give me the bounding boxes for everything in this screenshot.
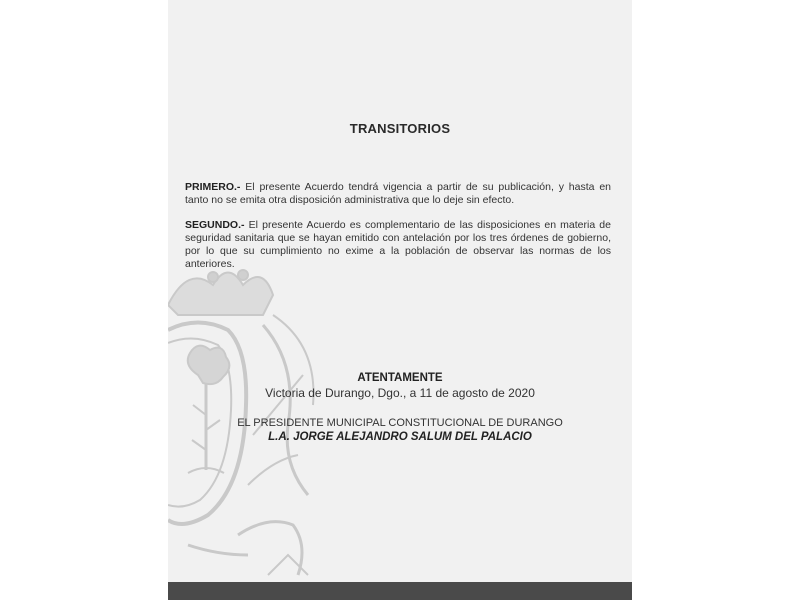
document-page xyxy=(168,0,632,600)
article-label: PRIMERO.- xyxy=(185,181,241,193)
signature-name: L.A. JORGE ALEJANDRO SALUM DEL PALACIO xyxy=(268,431,532,443)
signature-closing: ATENTAMENTE xyxy=(357,372,443,384)
section-heading: TRANSITORIOS xyxy=(349,121,451,136)
page-footer-bar xyxy=(168,582,632,600)
signature-place-date: Victoria de Durango, Dgo., a 11 de agosto de 2020 xyxy=(265,386,535,400)
signature-office: EL PRESIDENTE MUNICIPAL CONSTITUCIONAL DE DURANGO xyxy=(237,417,563,429)
article-primero xyxy=(185,181,611,207)
article-text: El presente Acuerdo tendrá vigencia a partir de su publicación, y hasta en tanto no se emita otra disposición administrativa que lo deje sin efecto. xyxy=(185,181,611,206)
article-segundo xyxy=(185,219,611,271)
article-text: El presente Acuerdo es complementario de las disposiciones en materia de seguridad sanitaria que se hayan emitido con antelación por los tres órdenes de gobierno, por lo que su cumplimiento no exime a la población de observar las normas de los anteriores. xyxy=(185,219,611,270)
article-label: SEGUNDO.- xyxy=(185,219,245,231)
